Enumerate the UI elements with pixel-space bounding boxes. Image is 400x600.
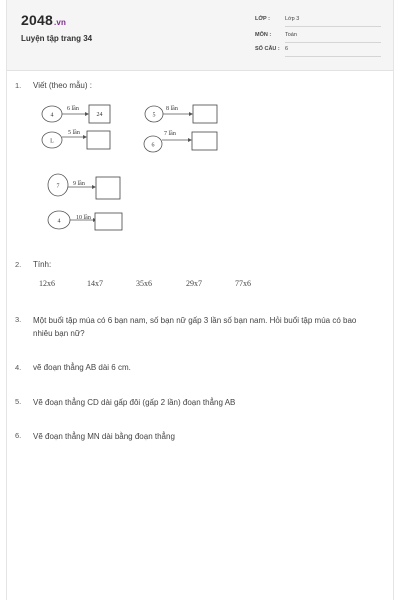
multiplier-label: 5 lần — [68, 130, 80, 136]
start-value: 4 — [57, 218, 61, 225]
question-5-number: 5. — [15, 397, 22, 406]
start-value: L — [50, 138, 54, 145]
meta-class-label: LỚP : — [255, 16, 270, 22]
question-4-text: vẽ đoạn thẳng AB dài 6 cm. — [33, 363, 131, 372]
question-3-text: Một buổi tập múa có 6 bạn nam, số bạn nữ gấp 3 lần số bạn nam. Hỏi buổi tập múa có bao nhiêu bạn nữ? — [33, 316, 357, 338]
diagram-item-1 — [42, 105, 110, 123]
meta-count-row — [255, 46, 385, 58]
diagram-item-3 — [42, 129, 110, 149]
calculation-1: 12x6 — [39, 279, 55, 288]
calculation-5: 77x6 — [235, 279, 251, 288]
site-logo[interactable] — [21, 12, 66, 28]
arrow-head — [189, 112, 193, 116]
question-3-number: 3. — [15, 315, 22, 324]
multiplier-label: 10 lần — [76, 215, 91, 221]
arrow-head — [83, 135, 87, 139]
question-2-text: Tính: — [33, 260, 52, 269]
arrow-head — [85, 112, 89, 116]
logo-main: 2048 — [21, 12, 53, 28]
answer-box[interactable] — [192, 132, 217, 150]
multiplication-diagram — [38, 100, 238, 236]
calculation-2: 14x7 — [87, 279, 103, 288]
answer-box[interactable] — [87, 131, 110, 149]
question-5-text: Vẽ đoạn thẳng CD dài gấp đôi (gấp 2 lần) đoạn thẳng AB — [33, 398, 236, 407]
question-4-number: 4. — [15, 363, 22, 372]
diagram-item-4 — [144, 130, 217, 152]
logo-suffix: .vn — [53, 18, 67, 27]
start-value: 5 — [152, 112, 156, 119]
arrow-head — [188, 138, 192, 142]
multiplier-label: 8 lần — [166, 106, 178, 112]
question-1-number: 1. — [15, 81, 22, 90]
meta-subject-label: MÔN : — [255, 32, 272, 38]
meta-count-label: SỐ CÂU : — [255, 46, 280, 52]
start-value: 7 — [56, 183, 60, 190]
answer-box[interactable] — [95, 213, 122, 230]
meta-subject-value: Toán — [285, 32, 381, 43]
meta-class-value: Lớp 3 — [285, 16, 381, 27]
start-value: 6 — [151, 142, 155, 149]
calculation-4: 29x7 — [186, 279, 202, 288]
diagram-item-6 — [48, 211, 122, 230]
arrow-head — [92, 185, 96, 189]
question-6-number: 6. — [15, 431, 22, 440]
multiplier-label: 7 lần — [164, 131, 176, 137]
start-value: 4 — [50, 112, 54, 119]
multiplier-label: 9 lần — [73, 181, 85, 187]
calculation-3: 35x6 — [136, 279, 152, 288]
meta-subject-row — [255, 32, 385, 44]
diagram-item-2 — [145, 105, 217, 123]
meta-class-row — [255, 16, 385, 28]
multiplier-label: 6 lần — [67, 106, 79, 112]
diagram-item-5 — [48, 174, 120, 199]
lesson-title: Luyện tập trang 34 — [21, 34, 93, 43]
meta-count-value: 6 — [285, 46, 381, 57]
answer-value: 24 — [96, 112, 103, 118]
answer-box[interactable] — [193, 105, 217, 123]
answer-box[interactable] — [96, 177, 120, 199]
question-1-text: Viết (theo mẫu) : — [33, 81, 92, 90]
question-2-number: 2. — [15, 260, 22, 269]
worksheet-header — [7, 0, 393, 71]
question-6-text: Vẽ đoạn thẳng MN dài bằng đoạn thẳng — [33, 432, 175, 441]
